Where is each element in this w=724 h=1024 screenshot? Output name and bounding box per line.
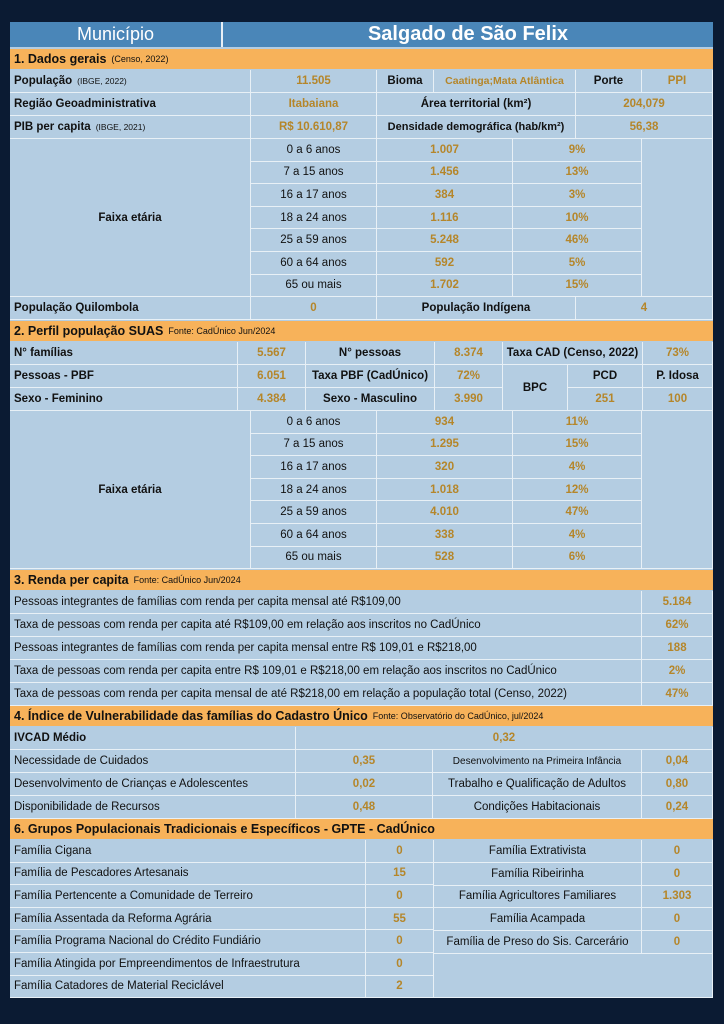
renda-label: Pessoas integrantes de famílias com renda per capita mensal entre R$ 109,01 e R$218,00 [10,637,642,660]
gpte-label: Família Atingida por Empreendimentos de Infraestrutura [10,953,366,976]
gpte-value: 0 [366,930,434,953]
faixa-percent: 4% [513,524,642,547]
faixa-percent: 13% [513,162,642,185]
faixa-percent: 15% [513,275,642,298]
gpte-label: Família de Preso do Sis. Carcerário [434,931,642,954]
ivcad-dimension-label: Condições Habitacionais [433,796,642,819]
pcd-label: PCD [568,365,643,388]
faixa-age-label: 18 a 24 anos [251,207,377,230]
section-4-title: 4. Índice de Vulnerabilidade das famílias do Cadastro Único [14,709,368,723]
faixa-percent: 5% [513,252,642,275]
ivcad-dimension-label: Necessidade de Cuidados [10,750,296,773]
renda-value: 62% [642,614,713,637]
faixa-age-label: 60 a 64 anos [251,252,377,275]
municipal-profile-sheet [10,22,713,998]
ivcad-dimension-value: 0,04 [642,750,713,773]
populacao-label: População (IBGE, 2022) [10,70,251,93]
ivcad-dimension-value: 0,80 [642,773,713,796]
faixa-percent: 6% [513,547,642,570]
densidade-value: 56,38 [576,116,713,139]
gpte-label: Família Cigana [10,840,366,863]
faixa-count: 338 [377,524,513,547]
faixa-count: 592 [377,252,513,275]
faixa-count: 1.295 [377,434,513,457]
gpte-value: 0 [642,931,713,954]
faixa-age-label: 0 a 6 anos [251,411,377,434]
porte-label: Porte [576,70,642,93]
bpc-label: BPC [503,365,568,411]
section-3-header [10,570,713,590]
section-1-title: 1. Dados gerais [14,52,107,66]
faixa-spacer [642,139,713,297]
faixa-percent: 46% [513,229,642,252]
faixa-count: 1.456 [377,162,513,185]
faixa-age-label: 60 a 64 anos [251,524,377,547]
section-6-title: 6. Grupos Populacionais Tradicionais e Específicos - GPTE - CadÚnico [14,822,435,836]
renda-value: 47% [642,683,713,706]
pib-label: PIB per capita (IBGE, 2021) [10,116,251,139]
regiao-value: Itabaiana [251,93,377,116]
renda-label: Taxa de pessoas com renda per capita mensal de até R$218,00 em relação a população total (Censo, 2022) [10,683,642,706]
section-1-header [10,49,713,69]
ivcad-dimension-value: 0,48 [296,796,433,819]
gpte-value: 15 [366,863,434,886]
gpte-label: Família Assentada da Reforma Agrária [10,908,366,931]
faixa-age-label: 25 a 59 anos [251,229,377,252]
faixa-count: 5.248 [377,229,513,252]
area-value: 204,079 [576,93,713,116]
renda-value: 188 [642,637,713,660]
indigena-value: 4 [576,297,713,320]
pbf-value: 6.051 [238,365,306,388]
gpte-spacer [434,954,713,998]
idosa-label: P. Idosa [643,365,713,388]
gpte-value: 0 [366,885,434,908]
quilombola-label: População Quilombola [10,297,251,320]
pessoas-label: N° pessoas [306,342,435,365]
faixa-age-label: 16 a 17 anos [251,184,377,207]
gpte-value: 1.303 [642,886,713,909]
gpte-label: Família Catadores de Material Reciclável [10,976,366,999]
ivcad-dimension-value: 0,02 [296,773,433,796]
populacao-value: 11.505 [251,70,377,93]
faixa-age-label: 7 a 15 anos [251,434,377,457]
faixa-age-label: 16 a 17 anos [251,456,377,479]
idosa-value: 100 [643,388,713,411]
pib-value: R$ 10.610,87 [251,116,377,139]
faixa-age-label: 65 ou mais [251,547,377,570]
section-1-source: (Censo, 2022) [111,54,169,64]
pessoas-value: 8.374 [435,342,503,365]
ivcad-dimension-value: 0,35 [296,750,433,773]
faixa-count: 528 [377,547,513,570]
faixa-percent: 12% [513,479,642,502]
gpte-value: 55 [366,908,434,931]
bioma-value: Caatinga;Mata Atlântica [434,70,576,93]
bioma-label: Bioma [377,70,434,93]
municipio-name: Salgado de São Felix [223,22,713,47]
faixa-percent: 3% [513,184,642,207]
gpte-label: Família Acampada [434,908,642,931]
ivcad-dimension-label: Trabalho e Qualificação de Adultos [433,773,642,796]
area-label: Área territorial (km²) [377,93,576,116]
gpte-value: 0 [642,863,713,886]
municipio-label: Município [10,22,223,47]
renda-label: Taxa de pessoas com renda per capita até R$109,00 em relação aos inscritos no CadÚnico [10,614,642,637]
section-2-title: 2. Perfil população SUAS [14,324,164,338]
section-2-source: Fonte: CadÚnico Jun/2024 [168,326,276,336]
feminino-label: Sexo - Feminino [10,388,238,411]
masculino-value: 3.990 [435,388,503,411]
ivcad-label: IVCAD Médio [10,727,296,750]
familias-label: N° famílias [10,342,238,365]
faixa-percent: 47% [513,501,642,524]
section-3-source: Fonte: CadÚnico Jun/2024 [133,575,241,585]
quilombola-value: 0 [251,297,377,320]
indigena-label: População Indígena [377,297,576,320]
faixa-age-label: 0 a 6 anos [251,139,377,162]
section-3-title: 3. Renda per capita [14,573,129,587]
taxa-pbf-value: 72% [435,365,503,388]
pbf-label: Pessoas - PBF [10,365,238,388]
ivcad-dimension-label: Disponibilidade de Recursos [10,796,296,819]
faixa-age-label: 65 ou mais [251,275,377,298]
gpte-value: 2 [366,976,434,999]
renda-value: 2% [642,660,713,683]
faixa-count: 1.007 [377,139,513,162]
porte-value: PPI [642,70,713,93]
section-4-header [10,706,713,726]
faixa-etaria-label: Faixa etária [10,139,251,297]
gpte-value: 0 [366,953,434,976]
gpte-label: Família Pertencente a Comunidade de Terreiro [10,885,366,908]
regiao-label: Região Geoadministrativa [10,93,251,116]
suas-faixa-etaria-label: Faixa etária [10,411,251,569]
taxa-cad-label: Taxa CAD (Censo, 2022) [503,342,643,365]
faixa-percent: 15% [513,434,642,457]
gpte-value: 0 [366,840,434,863]
gpte-label: Família Extrativista [434,840,642,863]
taxa-pbf-label: Taxa PBF (CadÚnico) [306,365,435,388]
ivcad-dimension-label: Desenvolvimento de Crianças e Adolescentes [10,773,296,796]
section-2-header [10,321,713,341]
faixa-percent: 4% [513,456,642,479]
faixa-count: 4.010 [377,501,513,524]
masculino-label: Sexo - Masculino [306,388,435,411]
gpte-label: Família Ribeirinha [434,863,642,886]
section-6-header [10,819,713,839]
faixa-percent: 11% [513,411,642,434]
gpte-label: Família Programa Nacional do Crédito Fundiário [10,930,366,953]
gpte-value: 0 [642,840,713,863]
gpte-label: Família de Pescadores Artesanais [10,863,366,886]
taxa-cad-value: 73% [643,342,713,365]
faixa-count: 1.018 [377,479,513,502]
faixa-percent: 9% [513,139,642,162]
suas-faixa-spacer [642,411,713,569]
feminino-value: 4.384 [238,388,306,411]
renda-label: Taxa de pessoas com renda per capita entre R$ 109,01 e R$218,00 em relação aos inscritos no CadÚnico [10,660,642,683]
faixa-count: 1.702 [377,275,513,298]
pcd-value: 251 [568,388,643,411]
gpte-label: Família Agricultores Familiares [434,886,642,909]
densidade-label: Densidade demográfica (hab/km²) [377,116,576,139]
faixa-percent: 10% [513,207,642,230]
faixa-age-label: 7 a 15 anos [251,162,377,185]
renda-value: 5.184 [642,591,713,614]
faixa-count: 384 [377,184,513,207]
ivcad-dimension-value: 0,24 [642,796,713,819]
renda-label: Pessoas integrantes de famílias com renda per capita mensal até R$109,00 [10,591,642,614]
familias-value: 5.567 [238,342,306,365]
faixa-count: 320 [377,456,513,479]
section-4-source: Fonte: Observatório do CadÚnico, jul/2024 [372,711,544,721]
faixa-age-label: 18 a 24 anos [251,479,377,502]
faixa-age-label: 25 a 59 anos [251,501,377,524]
gpte-value: 0 [642,908,713,931]
ivcad-value: 0,32 [296,727,713,750]
ivcad-dimension-label: Desenvolvimento na Primeira Infância [433,750,642,773]
faixa-count: 1.116 [377,207,513,230]
faixa-count: 934 [377,411,513,434]
